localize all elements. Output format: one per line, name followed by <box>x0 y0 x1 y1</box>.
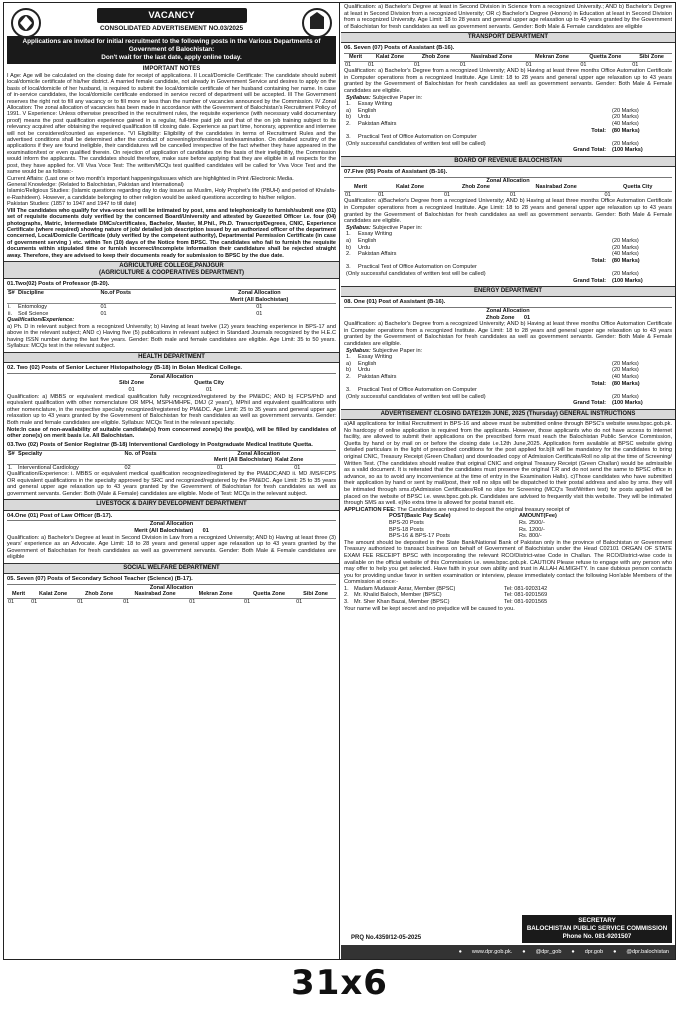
cell: 01 <box>632 61 639 68</box>
post-04-qualification: Qualification: a) Bachelor's Degree at least in Second Division in Law from a recognized University; AND b) Having at least three (3) years' experience as an Advocate. Age Limit: 18 to 28 years and general upper age relaxation up to 43 years granted by the Government of Balochistan for fresh candidates as well as government servants. Gender: Both Male & Female candidates are eligible <box>7 534 336 561</box>
vacancy-title: VACANCY <box>97 8 247 23</box>
syllabus-practical-sub <box>346 141 672 148</box>
post-08-qualification: Qualification: a) Bachelor's Degree from a recognized University; AND b) Having at least three months Office Automation Certificate in Computer operations from a recognized Institute. Age Limit: 18 to 28 years and general upper age relaxation up to 43 years granted by the Government of Balochistan for fresh candidates as well as government servants. Gender: Both Male & Female candidates are eligible. <box>344 321 672 348</box>
document-submission-note: VIII The candidates who qualify for viva-voce test will be intimated by post, sms and telephonically to furnish/submit one (01) set of requisite documents duly verified by the concerned Board/University and attested by Guezetted Officer i.e. four (04) photographs, Matric, Intermediate DMCs/certificates, Bachelor, Master, M.Phil., Ph.D. Transcript/Degrees, CNIC, Experience Certificate (where required) showing nature of job/ detailed job description issued by an authorized officer of the department concerned, Local/Domicile Certificate (duly verified by the competent authority), Departmental Permission Certificate (in case of government serving ) etc. within Ten (10) days of the Notice from BPSC. The candidates who fail to furnish the requisite documents within stipulated time or furnish incorrect/incomplete information their candidature shall be rejected straight away. Therefore, they are advised to keep their documents ready for submission to BPSC by the due date. <box>7 207 336 259</box>
grand-marks: (100 Marks) <box>612 277 643 284</box>
item-name: Pakistan Affairs <box>358 121 397 127</box>
syllabus-practical-sub <box>346 394 672 401</box>
cell: 01 <box>509 191 516 198</box>
zone-header: Nasirabad Zone <box>122 591 188 598</box>
left-column <box>4 3 340 959</box>
cell: 1. <box>8 464 13 471</box>
zone-header: Merit <box>344 184 377 191</box>
agriculture-heading <box>4 261 339 279</box>
post-02-zones <box>7 380 336 393</box>
member-row <box>344 586 672 593</box>
fee-post: BPS-20 Posts <box>389 519 424 526</box>
syllabus-item <box>346 361 672 368</box>
cell: 01 <box>604 191 611 198</box>
col-zonal-label: Zonal Allocation <box>237 450 280 457</box>
post-05-title: 05. Seven (07) Posts of Secondary School Teacher (Science) (B-17). <box>7 576 336 585</box>
syllabus-block <box>346 348 672 407</box>
cell: 01 <box>443 191 451 198</box>
syllabus-practical: 3. Practical Test of Office Automation on Computer <box>346 134 672 141</box>
syllabus-item <box>346 245 672 252</box>
item-name: Essay Writing <box>358 354 393 361</box>
notes-body: I Age: Age will be calculated on the closing date for receipt of applications. II Local/Domicile Certificate: The candidate should submit local/domicile certificate of his/her district. A married female candidate, not already in Government Service and desires to apply on the basis of local/domicile of her husband, is required to submit the local/domicile certificate of her husband containing her name. In case of in-service candidates, the local/domicile certificate endorsed in service record of department will be accepted. III The Government reserves the right not to fill any vacancy or to fill more or less than the number of vacancies announced by the Commission. IV Zonal Allocation: The zonal allocation of vacancies has been made in accordance with the Government of Balochistan's Recruitment Policy of 1991. V Experience: Unless otherwise prescribed in the recruitment rules, the requisite experience (with necessary valid documentary proof) means the post qualification experience gained in a regular, full-time paid job and that of the on job training subject to its relevancy acquired after obtaining the required qualification till closing date. Experience as part time, honorary, apprentice and internee will not be considered/counted as experience. "VI Eligibility: Eligibility of the candidates in terms of Recruitment Rules and the advertised conditions shall be determined after the conduct of screening/professional test/examination. On detailed scrutiny of the applications if they are found ineligible, their candidatures will be cancelled irrespective of the fact whether they have appeared in the examination/test or even qualified therein. On rejection of application of candidates on the basis of their ineligibility, the Commission would inform the applicants. The candidates should therefore, make sure before applying that they are eligible in all respects for the post, they have applied for. VII Viva Voce Test: The written/MCQs test qualified candidates will be called for Viva Voce Test and the same would be as follows:- <box>7 72 336 176</box>
zone-header: Zhob Zone <box>413 54 459 61</box>
practical-marks: (20 Marks) <box>612 393 639 400</box>
commission-phone: Phone No. 081-9201507 <box>562 932 632 940</box>
post-06-qualification: Qualification: a) Bachelor's Degree from a recognized University; AND b) Having at least three months Office Automation Certificate in Computer operations from a recognized Institute. Age Limit: 18 to 28 years and general upper age relaxation up to 43 years granted by the Government of Balochistan for fresh candidates as well as government servants. Gender: Both Male & Female candidates are eligible. <box>344 68 672 95</box>
fee-post: BPS-18 Posts <box>389 526 424 533</box>
post-04-allocation <box>7 528 336 535</box>
item-marks <box>612 231 672 238</box>
advertisement <box>3 2 676 960</box>
grand-label: Grand Total: <box>573 400 606 407</box>
cell: 01 <box>580 61 587 68</box>
member-no: 3. <box>344 599 349 606</box>
merit-label: Merit (All Balochistan) <box>134 527 194 534</box>
col-kalat-label: Kalat Zone <box>275 457 304 464</box>
commission-name: BALOCHISTAN PUBLIC SERVICE COMMISSION <box>526 924 668 932</box>
table-row <box>7 464 336 471</box>
syllabus-item <box>346 121 672 128</box>
total-marks: (80 Marks) <box>612 257 640 264</box>
health-heading: HEALTH DEPARTMENT <box>4 352 339 363</box>
member-name: Mr. Sher Khan Bazai, Member (BPSC) <box>354 599 450 606</box>
intro-cta: Don't wait for the last date, apply online today. <box>101 53 242 61</box>
grand-label: Grand Total: <box>573 147 606 154</box>
item-marks: (40 Marks) <box>612 251 639 258</box>
cell: 01 <box>256 304 263 311</box>
zone-header: Sibi Zone <box>631 54 672 61</box>
fee-row <box>389 533 672 540</box>
item-name: Essay Writing <box>358 101 393 108</box>
item-name: Urdu <box>358 114 371 121</box>
fee-header <box>389 513 672 520</box>
globe-icon: ● <box>458 948 462 955</box>
total-label: Total: <box>591 127 606 134</box>
grand-marks: (100 Marks) <box>612 147 643 154</box>
post-08-allocation <box>344 315 672 322</box>
zonal-allocation-label: Zonal Allocation <box>149 373 194 380</box>
fee-row <box>389 520 672 527</box>
footer-bar <box>341 945 675 959</box>
fee-amount: Rs. 800/- <box>519 533 542 540</box>
post-01-qualification: a) Ph. D in relevant subject from a recognized University; b) Having at least twelve (12) years teaching experience in BPS-17 and above in the relevant subject; AND c) Having five (5) publications in relevant subject in Standard Journals recognized by the H.E.C having ISSN number during the last five years. Gender: Both male and female candidates are eligible. Age Limit: 35 to 50 years. Syllabus: MCQs test in the relevant subject. <box>7 323 336 350</box>
post-07-title: 07.Five (05) Posts of Assistant (B-16). <box>344 169 672 178</box>
col-zonal <box>181 451 336 464</box>
footer-facebook: @dpr.balochistan <box>626 948 669 955</box>
fee-col-post: POST(Basic Pay Scale) <box>389 513 451 520</box>
cell: Interventional Cardiology <box>18 464 79 471</box>
syllabus-practical: 3. Practical Test of Office Automation on Computer <box>346 387 672 394</box>
cell: 01 <box>294 464 301 471</box>
practical-marks: (20 Marks) <box>612 270 639 277</box>
member-phone: Tel: 081-9201565 <box>504 599 548 606</box>
post-07-qualification: Qualification: a)Bachelor's Degree from a recognized University; AND b) Having at least three months Office Automation Certificate in Computer operations from a recognized Institute. Age Limit: 18 to 28 years and general upper age relaxation up to 43 years granted by the Government of Balochistan for fresh candidates as well as government servants. Gender: Both Male & Female candidates are eligible. <box>344 198 672 225</box>
fee-row <box>389 527 672 534</box>
syllabus-total <box>346 128 672 135</box>
post-01-table <box>7 290 336 317</box>
deposit-instructions: The amount should be deposited in the State Bank/National Bank of Pakistan only in the province of Balochistan or Government Treasury authorized to transact business on behalf of Government of Balochistan under the Head C02101 ORGAN OF STATE EXAM FEE RECEIPT BPSC with incorporating the relevant RCO/District-wise Code in Challan. The RCO/District-wise code is available on the official website of this Commission i.e. www.bpsc.gob.pk. CAUTION Please refuse to engage with any person who may offer to help you get selected. Have faith in your own ability and trust in ALLAH ALMIGHTY. In case dubious person contacts you for providing undue favor in written examination or interview, please immediately contact the following Hon'able Members of the Commission at once:- <box>344 539 672 586</box>
col-specialty: Specialty <box>17 451 124 464</box>
syllabus-label: Syllabus: <box>346 347 371 354</box>
general-instructions-heading: ADVERTISEMENT CLOSING DATE12th JUNE, 2025 (Thursday) GENERAL INSTRUCTIONS <box>341 409 675 420</box>
item-no: b) <box>346 367 351 374</box>
post-06-zone-table <box>344 54 672 68</box>
post-06-title: 06. Seven (07) Posts of Assistant (B-16). <box>344 45 672 54</box>
total-label: Total: <box>591 380 606 387</box>
item-marks: (20 Marks) <box>612 238 639 244</box>
current-affairs: Current Affairs: (Last one or two month's important happenings/issues which are highlighted in Print /Electronic Media. <box>7 175 294 182</box>
item-name: Urdu <box>358 244 371 251</box>
syllabus-item <box>346 108 672 115</box>
prq-number: PRQ No.4359/12-05-2025 <box>351 934 422 941</box>
col-zonal <box>183 290 336 303</box>
item-name: English <box>358 238 377 244</box>
item-no: 1. <box>346 354 351 361</box>
syllabus-grand-total <box>346 278 672 285</box>
cell: 01 <box>31 598 38 605</box>
item-no: 1. <box>346 231 351 238</box>
syllabus-block <box>346 225 672 284</box>
post-03-table <box>7 451 336 471</box>
item-no: 2. <box>346 374 351 380</box>
syllabus-practical-sub <box>346 271 672 278</box>
application-fee <box>344 507 672 514</box>
secretary-block <box>522 915 672 943</box>
merit-value: 01 <box>202 527 209 534</box>
commission-logo-icon <box>301 7 333 39</box>
post-02-title: 02. Two (02) Posts of Senior Lecturer Histopathology (B-18) in Bolan Medical College. <box>7 365 336 374</box>
syllabus-item <box>346 374 672 381</box>
item-no: a) <box>346 107 351 114</box>
post-02-qualification: Qualification: a) MBBS or equivalent medical qualification fully recognized/registered by the PM&DC; AND b) FCPS/PhD and equivalent qualification with other nomenclature OR MPH, MSPH/MHPE, DMJ (2 years'), MPhil and equivalent qualifications with other nomenclature, in the respective specialty recognized/registered by PM&DC. Age Limit: 25 to 35 years and general upper age relaxation up to 43 years granted by the Government of Balochistan for fresh candidates as well as government servants. Gender: Both male and female candidates are eligible. Syllabus: MCQs Test in the relevant specialty. <box>7 393 336 427</box>
social-welfare-heading: SOCIAL WELFARE DEPARTMENT <box>4 563 339 574</box>
col-posts: No.of Posts <box>99 290 182 303</box>
fee-post: BPS-16 & BPS-17 Posts <box>389 533 450 540</box>
intro-banner <box>7 36 336 64</box>
total-marks: (80 Marks) <box>612 380 640 387</box>
cell: 01 <box>216 464 224 471</box>
col-sno: S# <box>7 290 17 303</box>
syllabus-practical: 3. Practical Test of Office Automation on Computer <box>346 264 672 271</box>
cell: 01 <box>368 61 375 68</box>
item-no: a) <box>346 360 351 367</box>
zonal-allocation-label: Zonal Allocation <box>486 177 530 184</box>
total-marks: (80 Marks) <box>612 127 640 134</box>
total-label: Total: <box>591 257 606 264</box>
cell: 01 <box>459 61 466 68</box>
zone-header: Quetta Zone <box>243 591 295 598</box>
item-name: Pakistan Affairs <box>358 251 397 258</box>
member-row <box>344 592 672 599</box>
col-zonal-label: Zonal Allocation <box>238 290 281 297</box>
zone-value: 01 <box>205 387 213 394</box>
zonal-allocation-label: Zonal Allocation <box>486 308 530 315</box>
zone-header: Kalat Zone <box>367 54 413 61</box>
post-03-title: 03.Two (02) Posts of Senior Registrar (B-18) Interventional Cardiology in Postgraduate Medical Institute Quetta. <box>7 442 336 451</box>
cell: 01 <box>123 598 130 605</box>
syllabus-item <box>346 251 672 258</box>
fee-amount: Rs. 1200/- <box>519 526 545 533</box>
item-marks <box>612 354 672 361</box>
zone-value: 01 <box>128 387 135 394</box>
agriculture-heading-2: (AGRICULTURE & COOPERATIVES DEPARTMENT) <box>99 270 244 277</box>
livestock-heading: LIVESTOCK & DAIRY DEVELOPMENT DEPARTMENT <box>4 499 339 510</box>
footer-website: www.dpr.gob.pk. <box>471 948 513 955</box>
post-01-title: 01.Two(02) Posts of Professor (B-20). <box>7 281 336 290</box>
cell: Soil Science <box>18 310 49 317</box>
member-no: 2. <box>344 592 349 599</box>
government-logo-icon <box>10 7 42 39</box>
zone-name: Quetta City <box>194 380 224 387</box>
secretary-title: SECRETARY <box>578 916 616 924</box>
zone-name: Sibi Zone <box>118 380 145 387</box>
practical-label: Practical Test of Office Automation on Computer <box>358 134 477 141</box>
cell: 01 <box>244 598 251 605</box>
footer-twitter: @dpr_gob <box>535 948 562 955</box>
zone-header: Quetta City <box>603 184 672 191</box>
item-marks: (20 Marks) <box>612 360 639 367</box>
item-name: Pakistan Affairs <box>358 374 397 380</box>
zone-header: Nasirabad Zone <box>459 54 525 61</box>
syllabus-lead: Subjective Paper in: <box>372 347 423 354</box>
practical-sub: (Only successful candidates of written test will be called) <box>346 393 486 400</box>
col-posts: No. of Posts <box>124 451 182 464</box>
syllabus-item <box>346 238 672 245</box>
grand-label: Grand Total: <box>573 277 606 284</box>
fee-col-amount: AMOUNT(Fee) <box>519 513 557 520</box>
member-no: 1. <box>344 585 349 592</box>
table-row <box>7 598 336 605</box>
zone-header: Merit <box>7 591 30 598</box>
zone-header: Kalat Zone <box>377 184 443 191</box>
zone-header: Merit <box>344 54 367 61</box>
col-merit-label: Merit (All Balochistan) <box>230 296 289 303</box>
table-row <box>344 191 672 198</box>
footer-instagram: dpr.gob <box>584 948 604 955</box>
item-no: 1. <box>346 101 351 108</box>
zone-header: Kalat Zone <box>30 591 76 598</box>
right-column <box>341 3 675 959</box>
cell: 01 <box>77 598 84 605</box>
table-row <box>344 61 672 68</box>
member-row <box>344 599 672 606</box>
item-marks: (40 Marks) <box>612 374 639 380</box>
cell: 01 <box>8 598 15 605</box>
practical-label: Practical Test of Office Automation on Computer <box>358 264 477 271</box>
item-name: Essay Writing <box>358 231 393 238</box>
syllabus-label: Syllabus: <box>346 224 371 231</box>
twitter-icon: ● <box>522 948 526 955</box>
zone-header: Mekran Zone <box>525 54 580 61</box>
transport-heading: TRANSPORT DEPARTMENT <box>341 32 675 43</box>
item-marks: (20 Marks) <box>612 114 639 121</box>
col-merit-label: Merit (All Balochistan) <box>214 457 273 464</box>
syllabus-item <box>346 231 672 238</box>
item-no: 2. <box>346 251 351 258</box>
item-name: English <box>358 107 377 114</box>
syllabus-grand-total <box>346 147 672 154</box>
zone-name: Zhob Zone <box>485 314 515 321</box>
zone-header: Sibi Zone <box>295 591 336 598</box>
col-discipline: Discipline <box>17 290 99 303</box>
zone-cell <box>194 380 224 393</box>
cell: 02 <box>124 464 131 471</box>
cell: 01 <box>345 191 352 198</box>
item-no: b) <box>346 114 351 121</box>
grand-marks: (100 Marks) <box>612 400 643 407</box>
syllabus-item <box>346 354 672 361</box>
post-05-qualification: Qualification: a) Bachelor's Degree at least in Second Division in Science from a recognized University.; AND b) Bachelor's Degree at least in Second Division from a recognized University; OR c) Bachelor's Degree (Honors) in Education at least in Second Division from a recognized University. Age Limit: 18 to 28 years and general upper age relaxation up to 43 years granted by the Government of Balochistan for fresh candidates as well as government servants. Gender: Both Male & Female candidates are eligible <box>344 4 672 30</box>
cell: Entomology <box>18 304 48 311</box>
item-marks: (20 Marks) <box>612 244 639 251</box>
intro-text: Applications are invited for initial recruitment to the following posts in the Various Departments of Government of Balochistan: <box>22 37 321 53</box>
syllabus-item <box>346 367 672 374</box>
syllabus-lead: Subjective Paper in: <box>372 94 423 101</box>
practical-label: Practical Test of Office Automation on Computer <box>358 387 477 394</box>
member-phone: Tel: 081-9201569 <box>504 592 548 599</box>
syllabus-total <box>346 258 672 265</box>
notes-title: IMPORTANT NOTES <box>142 65 201 72</box>
syllabus-item <box>346 114 672 121</box>
post-04-title: 04.One (01) Post of Law Officer (B-17). <box>7 513 336 522</box>
zonal-allocation-label: Zonal Allocation <box>149 521 194 528</box>
cell: 01 <box>100 304 107 311</box>
col-sno: S# <box>7 451 17 464</box>
item-no: 2. <box>346 121 351 127</box>
member-name: Madam Mudassir Asrar, Member (BPSC) <box>354 585 456 592</box>
zone-header: Mekran Zone <box>188 591 243 598</box>
cell: 01 <box>100 310 107 317</box>
islamic-studies: Islamic/Religious Studies: (Islamic questions regarding day to day issues as Muslim, Holy Prophet's life (PBUH) and period of Khulafa-e-Rashideen). However, a candidate belonging to other religion would be asked questions according to his/her religion. <box>7 188 336 201</box>
practical-sub: (Only successful candidates of written test will be called) <box>346 140 486 147</box>
practical-sub: (Only successful candidates of written test will be called) <box>346 270 486 277</box>
table-row <box>7 304 336 311</box>
zone-value: 01 <box>523 314 531 321</box>
fee-label: APPLICATION FEE: <box>344 506 396 513</box>
cell: 01 <box>378 191 385 198</box>
syllabus-block <box>346 95 672 154</box>
fee-amount: Rs. 2500/- <box>519 519 545 526</box>
general-instructions-body: a)All applications for Initial Recruitment in BPS-16 and above must be submitted online through BPSC's website www.bpsc.gob.pk. No hardcopy of online application is required from the applicants. However, those applicants who do not have access to internet facility, are allowed to submit their applications on the prescribed form must reach the Balochistan Public Service Commission, Quetta by hand or by mail on or before the closing date i.e.12th June,2025. Application form available at BPSC website giving detailed particulars in the light of prescribed conditions for the post applied for.b)It will be mandatory for the candidates to bring original CNIC, Treasury Receipt (Green Challan) and downloaded copy of Admission Certificate/Roll no slip at the time of Screening/ Written Test. (The candidates should realize that original CNIC and original Treasury Receipt (Green Challan) would be admissible as a valid document. It is reiterated that the candidates must preserve the original T.R and do not send the same to BPSC office in advance, so as to avoid any inconvenience at the time of entry in the Examination Halls). c)Those candidates who have submitted their application by hand or sent by mail/post, their roll no slips will be dispatched to their postal address and also by sms. they will be intimated through sms.d)Admission Certificates/Roll no slips for Screening (MCQ's Test/Written test) for posts applied will be placed on the website of BPSC i.e. www.bpsc.gob.pk. Candidates are advised to frequently visit this website. They will be intimated through SMS as well. e)No extra time is allowed for postal transit etc. <box>344 421 672 507</box>
syllabus-item <box>346 101 672 108</box>
cell: 01 <box>413 61 421 68</box>
ad-size-label: 31x6 <box>291 963 388 1003</box>
agriculture-heading-1: AGRICULTURE COLLEGE,PANJGUR <box>119 263 224 270</box>
zone-header: Zhob Zone <box>443 184 509 191</box>
syllabus-label: Syllabus: <box>346 94 371 101</box>
qualification-label: Qualification/Experience: <box>7 316 75 323</box>
cell: i. <box>8 304 11 311</box>
cell: 01 <box>256 310 263 317</box>
item-marks: (20 Marks) <box>612 107 639 114</box>
post-08-title: 08. One (01) Post of Assistant (B-16). <box>344 299 672 308</box>
cell: 01 <box>525 61 532 68</box>
post-07-zone-table <box>344 184 672 198</box>
zone-header: Zhob Zone <box>76 591 122 598</box>
syllabus-total <box>346 381 672 388</box>
member-phone: Tel: 081-9203142 <box>504 585 548 592</box>
cell: 01 <box>189 598 196 605</box>
item-no: a) <box>346 238 351 244</box>
revenue-heading: BOARD OF REVENUE BALOCHISTAN <box>341 156 675 167</box>
syllabus-grand-total <box>346 400 672 407</box>
item-marks <box>612 101 672 108</box>
zone-note: Note:In case of non-availability of suitable candidate(s) from concerned zone(s) the post(s), will be filled by candidates of other zone(s) on merit basis i.e. All Balochistan. <box>7 426 336 440</box>
post-05-zone-table <box>7 591 336 605</box>
member-name: Mr. Khalid Baloch, Member (BPSC) <box>354 592 442 599</box>
facebook-icon: ● <box>613 948 617 955</box>
fee-lead: The Candidates are required to deposit the original treasury receipt of <box>397 506 570 513</box>
zone-header: Quetta Zone <box>579 54 631 61</box>
post-03-qualification: Qualification/Experience: i. MBBS or equivalent medical qualification recognized/registered by the PM&DC;AND ii. MD /MS/FCPS OR equivalent qualifications in the specialty approved by SRC and recognized/registered by the PM&DC. Age Limit: 25 to 35 years and general upper age relaxation up to 43 years granted by the Government of Balochistan for fresh candidates as well as government servants. Gender: Both (Male & Female) candidates are eligible. Mode of Test: MCQs in the relevant subject. <box>7 471 336 497</box>
cell: 01 <box>296 598 303 605</box>
syllabus-lead: Subjective Paper in: <box>372 224 423 231</box>
zone-header: Nasirabad Zone <box>509 184 604 191</box>
item-no: b) <box>346 244 351 251</box>
cell: 01 <box>345 61 352 68</box>
pakistan-studies: Pakistan Studies: (1857 to 1947 and 1947 to till date) <box>7 201 137 208</box>
item-marks: (40 Marks) <box>612 121 639 127</box>
advertisement-number: CONSOLIDATED ADVERTISEMENT NO.03/2025 <box>99 25 244 33</box>
energy-heading: ENERGY DEPARTMENT <box>341 286 675 297</box>
cell: ii. <box>8 310 12 317</box>
item-name: Urdu <box>358 367 371 374</box>
secrecy-note: Your name will be kept secret and no prejudice will be caused to you. <box>344 605 515 612</box>
general-knowledge: General Knowledge: (Related to Balochistan, Pakistan and International) <box>7 182 184 188</box>
zone-cell <box>119 380 144 393</box>
zonal-allocation-label: Zonal Allocation <box>149 584 194 591</box>
practical-marks: (20 Marks) <box>612 140 639 147</box>
instagram-icon: ● <box>571 948 575 955</box>
item-marks: (20 Marks) <box>612 367 639 374</box>
item-name: English <box>358 360 377 367</box>
